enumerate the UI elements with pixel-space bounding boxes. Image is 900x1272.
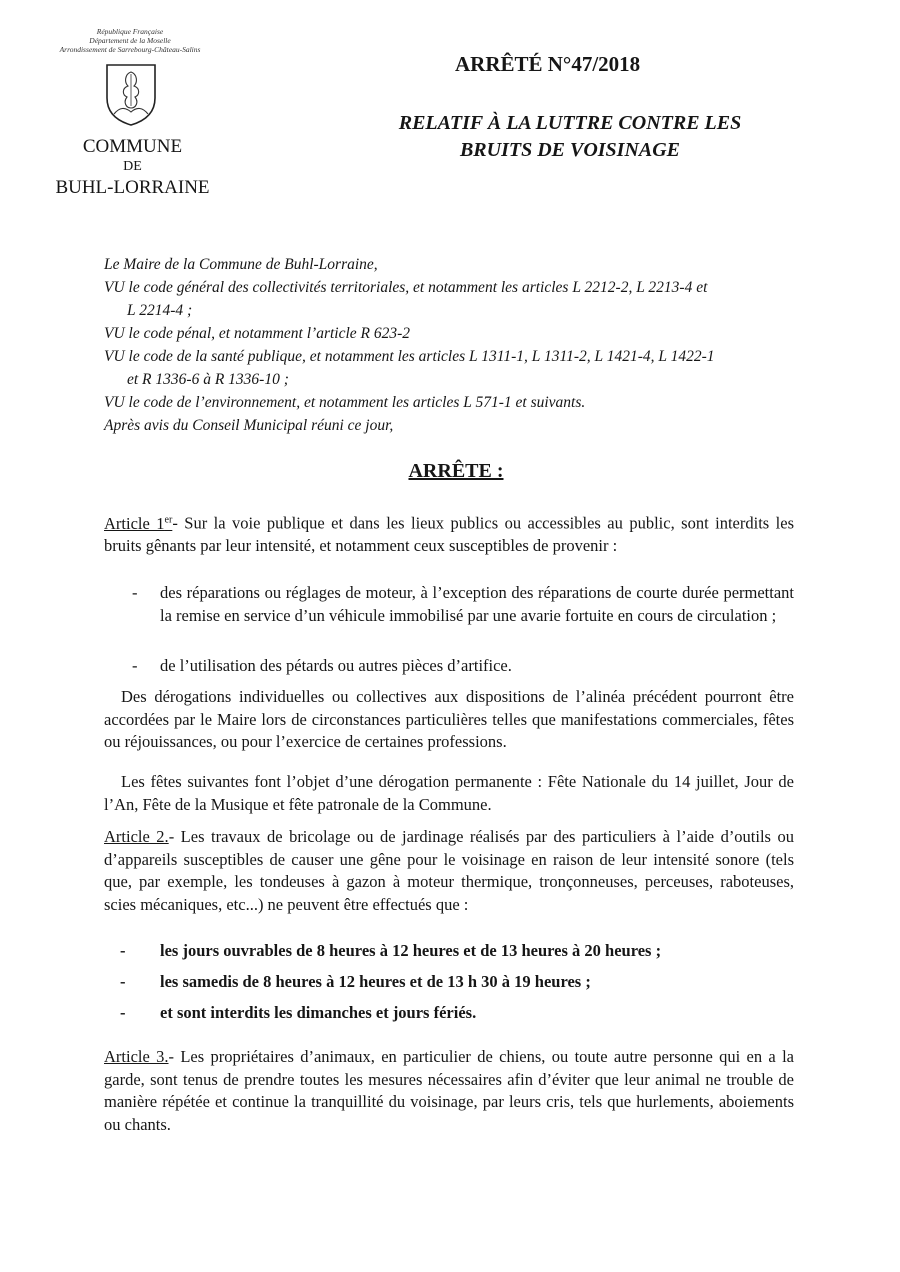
decree-number: ARRÊTÉ N°47/2018 xyxy=(455,52,641,76)
article-1-intro: Article 1er- Sur la voie publique et dans les lieux publics ou accessibles au public, sont interdits les bruits gênants par leur intensité, et notamment ceux susceptibles de provenir : xyxy=(104,513,795,555)
preamble-line: VU le code de l’environnement, et notamment les articles L 571-1 et suivants. xyxy=(104,394,586,411)
department-line: Département de la Moselle xyxy=(89,36,171,45)
preamble-line: Après avis du Conseil Municipal réuni ce jour, xyxy=(104,417,394,434)
article-2-label: Article 2. xyxy=(104,827,169,846)
preamble xyxy=(104,253,804,437)
article-1-text: Sur la voie publique et dans les lieux publics ou accessibles au public, sont interdits les bruits gênants par leur intensité, et notamment ceux susceptibles de provenir : xyxy=(104,513,795,555)
commune-name xyxy=(30,135,235,199)
preamble-line: Le Maire de la Commune de Buhl-Lorraine, xyxy=(104,256,378,273)
coat-of-arms-icon xyxy=(104,62,158,128)
article-2-bullet-1: - les jours ouvrables de 8 heures à 12 heures et de 13 heures à 20 heures ; xyxy=(120,940,800,964)
article-1-bullet-2: - de l’utilisation des pétards ou autres pièces d’artifice. xyxy=(132,655,794,679)
bullet-text: des réparations ou réglages de moteur, à l’exception des réparations de courte durée permettant la remise en service d’un véhicule immobilisé par une avarie fortuite en cours de circulation ; xyxy=(160,583,794,625)
article-1-permanent-derogation: Les fêtes suivantes font l’objet d’une dérogation permanente : Fête Nationale du 14 juillet, Jour de l’An, Fête de la Musique et fête patronale de la Commune. xyxy=(104,772,794,814)
article-1-bullet-1: - des réparations ou réglages de moteur, à l’exception des réparations de courte durée permettant la remise en service d’un véhicule immobilisé par une avarie fortuite en cours de circulation ; xyxy=(132,582,794,652)
preamble-line: VU le code de la santé publique, et notamment les articles L 1311-1, L 1311-2, L 1421-4, L 1422-1 xyxy=(104,348,715,365)
preamble-line: L 2214-4 ; xyxy=(127,302,193,319)
article-2-bullet-3: - et sont interdits les dimanches et jours fériés. xyxy=(120,1002,800,1026)
bullet-text: les jours ouvrables de 8 heures à 12 heures et de 13 heures à 20 heures ; xyxy=(160,941,662,960)
article-2-text: - Les travaux de bricolage ou de jardinage réalisés par des particuliers à l’aide d’outils ou d’appareils susceptibles de causer une gêne pour le voisinage en raison de leur intensité sonore (tels que, par exemple, les tondeuses à gazon à moteur thermique, tronçonneuses, perceuses, raboteuses, scies mécaniques, etc...) ne peuvent être effectués que : xyxy=(104,827,794,914)
republic-line: République Française xyxy=(96,27,164,36)
article-3-label: Article 3. xyxy=(104,1047,169,1066)
commune-line-1: COMMUNE xyxy=(82,136,183,157)
article-3-text: - Les propriétaires d’animaux, en particulier de chiens, ou toute autre personne qui en a la garde, sont tenus de prendre toutes les mesures nécessaires afin d’éviter que leur animal ne trouble de manière répétée et continue la tranquillité du voisinage, par leurs cris, tels que hurlements, aboiements ou chants. xyxy=(104,1047,794,1134)
bullet-text: les samedis de 8 heures à 12 heures et de 13 h 30 à 19 heures ; xyxy=(160,972,591,991)
bullet-text: de l’utilisation des pétards ou autres pièces d’artifice. xyxy=(160,656,512,675)
preamble-line: VU le code général des collectivités territoriales, et notamment les articles L 2212-2, L 2213-4 et xyxy=(104,279,708,296)
subtitle-line-2: BRUITS DE VOISINAGE xyxy=(459,139,681,161)
bullet-text: et sont interdits les dimanches et jours fériés. xyxy=(160,1003,477,1022)
article-1-label: Article 1er xyxy=(104,513,173,533)
decree-heading: ARRÊTE : xyxy=(408,460,504,482)
commune-line-2: DE xyxy=(123,159,142,174)
article-1-derogations: Des dérogations individuelles ou collectives aux dispositions de l’alinéa précédent pourront être accordées par le Maire lors de circonstances particulières telles que manifestations commerciales, fêtes ou réjouissances, ou pour l’exercice de certaines professions. xyxy=(104,687,794,751)
article-3 xyxy=(104,1046,794,1136)
preamble-line: et R 1336-6 à R 1336-10 ; xyxy=(127,371,289,388)
republic-header xyxy=(30,27,230,54)
arrondissement-line: Arrondissement de Sarrebourg-Château-Salins xyxy=(59,45,201,54)
article-2-intro xyxy=(104,826,794,916)
preamble-line: VU le code pénal, et notamment l’article R 623-2 xyxy=(104,325,411,342)
article-2-bullet-2: - les samedis de 8 heures à 12 heures et de 13 h 30 à 19 heures ; xyxy=(120,971,800,995)
decree-subtitle xyxy=(330,110,810,164)
subtitle-line-1: RELATIF À LA LUTTRE CONTRE LES xyxy=(398,112,742,134)
commune-line-3: BUHL-LORRAINE xyxy=(55,177,210,198)
